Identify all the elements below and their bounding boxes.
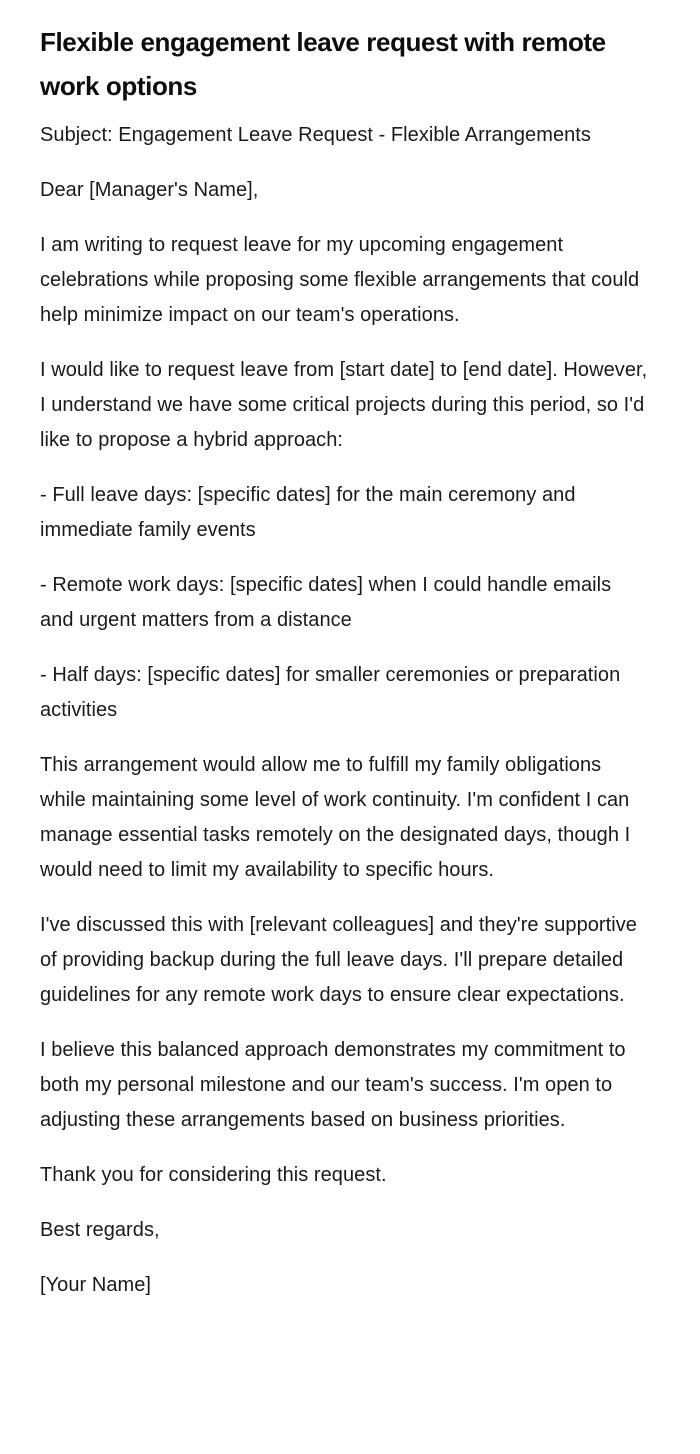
subject-line: Subject: Engagement Leave Request - Flexible Arrangements [40,124,591,146]
list-item-remote-work: - Remote work days: [specific dates] when I could handle emails and urgent matters from a distance [40,574,612,631]
body-paragraph-intro: I am writing to request leave for my upcoming engagement celebrations while proposing some flexible arrangements that could help minimize impact on our team's operations. [40,234,640,326]
letter-document [40,20,650,1323]
list-item-full-leave: - Full leave days: [specific dates] for the main ceremony and immediate family events [40,484,576,541]
signature: [Your Name] [40,1274,151,1296]
body-paragraph-commitment: I believe this balanced approach demonstrates my commitment to both my personal milestone and our team's success. I'm open to adjusting these arrangements based on business priorities. [40,1039,626,1131]
salutation: Dear [Manager's Name], [40,179,259,201]
document-title: Flexible engagement leave request with remote work options [40,27,606,101]
closing: Best regards, [40,1219,160,1241]
body-paragraph-request: I would like to request leave from [start date] to [end date]. However, I understand we have some critical projects during this period, so I'd like to propose a hybrid approach: [40,359,648,451]
list-item-half-days: - Half days: [specific dates] for smaller ceremonies or preparation activities [40,664,621,721]
body-paragraph-colleagues: I've discussed this with [relevant colleagues] and they're supportive of providing backup during the full leave days. I'll prepare detailed guidelines for any remote work days to ensure clear expectations. [40,914,637,1006]
body-paragraph-thanks: Thank you for considering this request. [40,1164,387,1186]
body-paragraph-arrangement: This arrangement would allow me to fulfill my family obligations while maintaining some level of work continuity. I'm confident I can manage essential tasks remotely on the designated days, though I would need to limit my availability to specific hours. [40,754,631,881]
